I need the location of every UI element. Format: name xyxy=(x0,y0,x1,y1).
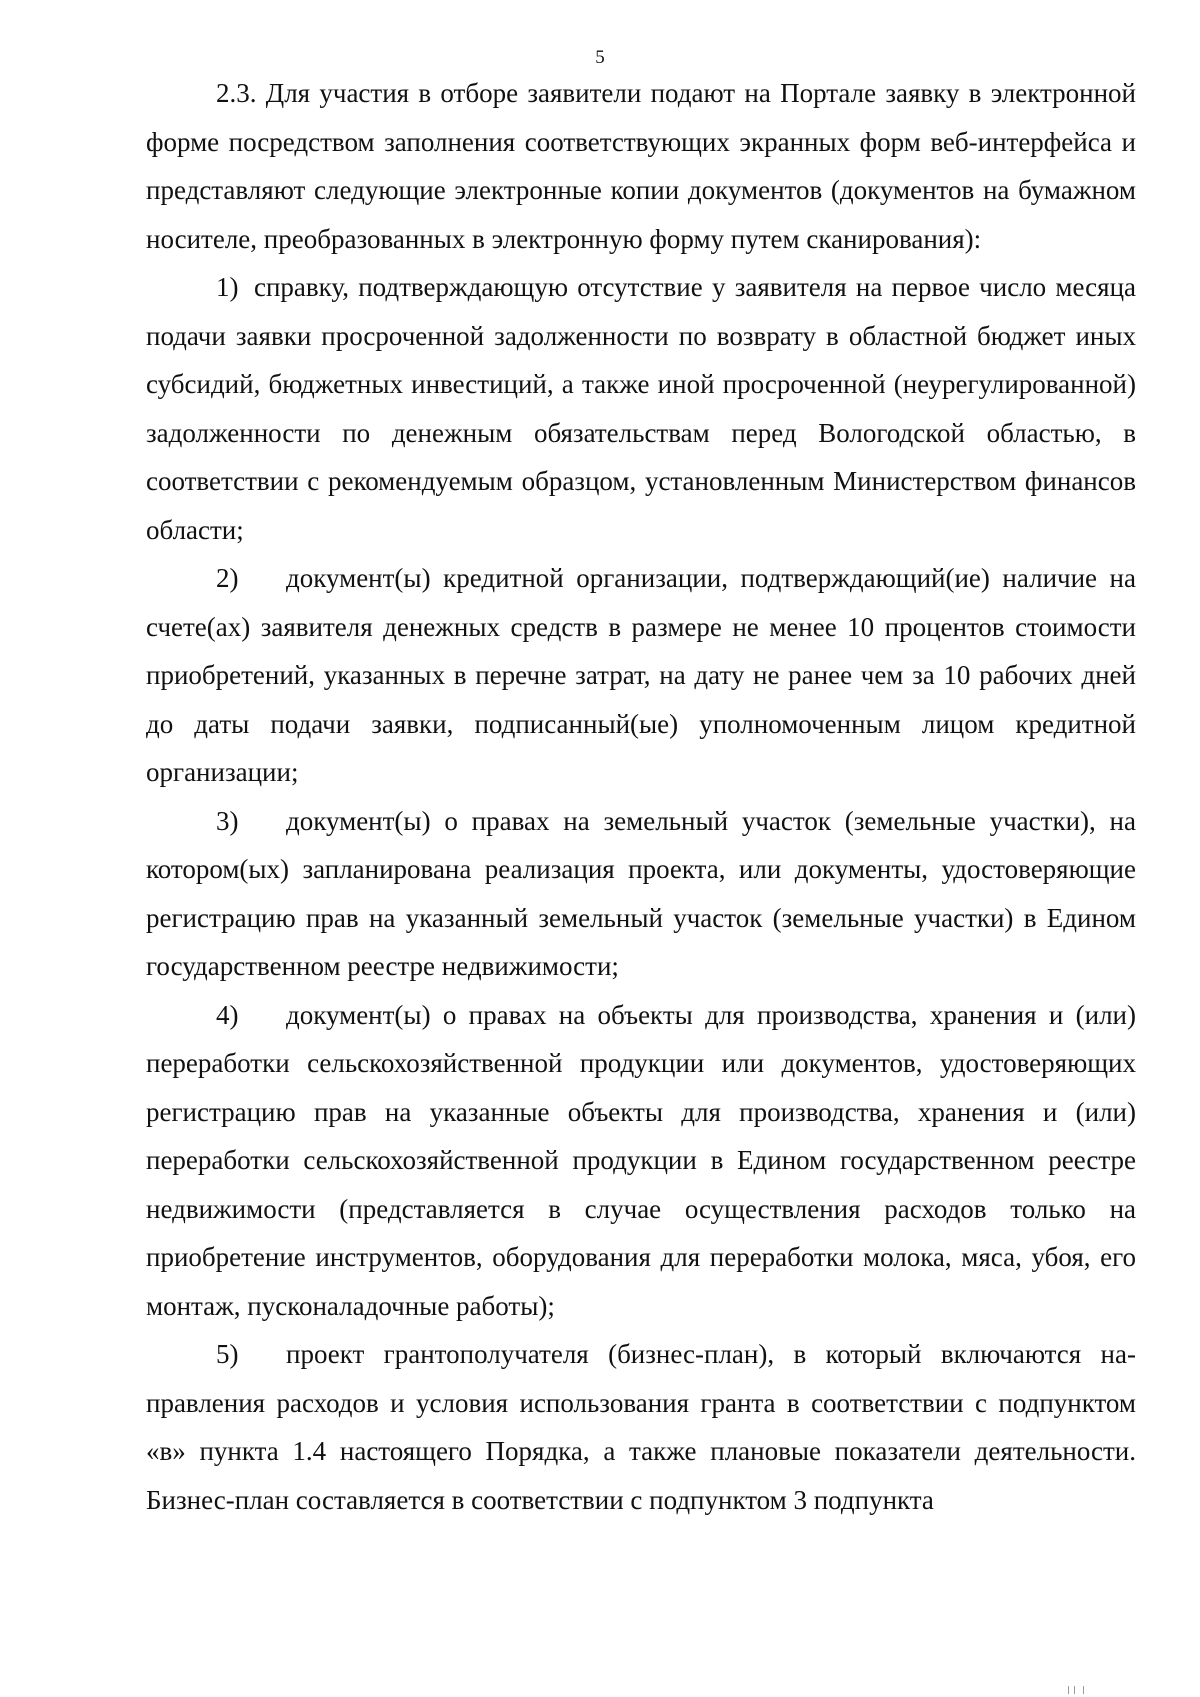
list-item-3 xyxy=(146,797,1136,991)
paragraph-text: 2.3. Для участия в отборе заявители подают на Портале заявку в электронной форме посредством заполнения соответствующих экранных форм веб-интерфейса и представляют следующие электронные копии документов (документов на бумажном носителе, преобразованных в электронную форму путем сканирования): xyxy=(146,78,1136,254)
list-item-2 xyxy=(146,554,1136,797)
list-item-text: документ(ы) кредитной организации, подтверждающий(ие) наличие на счете(ах) заявителя денежных средств в размере не менее 10 процентов стоимости приобретений, указанных в перечне затрат, на дату не ранее чем за 10 рабочих дней до даты подачи заявки, подписанный(ые) уполномоченным лицом кредитной организации; xyxy=(146,563,1136,787)
list-item-text: справку, подтверждающую отсутствие у заявителя на первое число месяца подачи заявки просроченной задолженности по возврату в областной бюджет иных субсидий, бюджетных инвестиций, а также иной просроченной (неурегулированной) задолженности по денежным обязательствам перед Вологодской областью, в соответствии с рекомендуемым образцом, установленным Министерством финансов области; xyxy=(146,272,1136,545)
list-item-number: 4) xyxy=(216,999,239,1030)
list-item-text: документ(ы) о правах на объекты для производства, хранения и (или) переработки сельскохозяйственной продукции или документов, удостоверяющих регистрацию прав на указанные объекты для производства, хранения и (или) переработки сельскохозяйственной продукции в Едином государственном реестре недвижимости (представляется в случае осуществления расходов только на приобретение инструментов, оборудования для переработки молока, мяса, убоя, его монтаж, пусконаладочные работы); xyxy=(146,999,1136,1321)
document-body xyxy=(146,69,1136,1524)
list-item-1 xyxy=(146,263,1136,554)
list-item-number: 3) xyxy=(216,805,239,836)
scan-artifact-mark xyxy=(1068,1686,1084,1694)
list-item-text: документ(ы) о правах на земельный участок (земельные участки), на котором(ых) запланирована реализация проекта, или документы, удостоверяющие регистрацию прав на указанный земельный участок (земельные участки) в Едином государственном реестре недвижимости; xyxy=(146,805,1136,981)
list-item-number: 2) xyxy=(216,563,239,593)
paragraph-2-3 xyxy=(146,69,1136,263)
list-item-4 xyxy=(146,991,1136,1331)
list-item-text: проект грантополучателя (бизнес-план), в который включаются направления расходов и условия использования гранта в соответствии с подпунктом «в» пункта 1.4 настоящего Порядка, а также плановые показатели деятельности. Бизнес-план составляется в соответствии с подпунктом 3 подпункта xyxy=(146,1339,1136,1515)
list-item-number: 5) xyxy=(216,1339,239,1369)
list-item-number: 1) xyxy=(216,272,239,302)
list-item-5 xyxy=(146,1330,1136,1524)
page-number: 5 xyxy=(595,47,605,68)
